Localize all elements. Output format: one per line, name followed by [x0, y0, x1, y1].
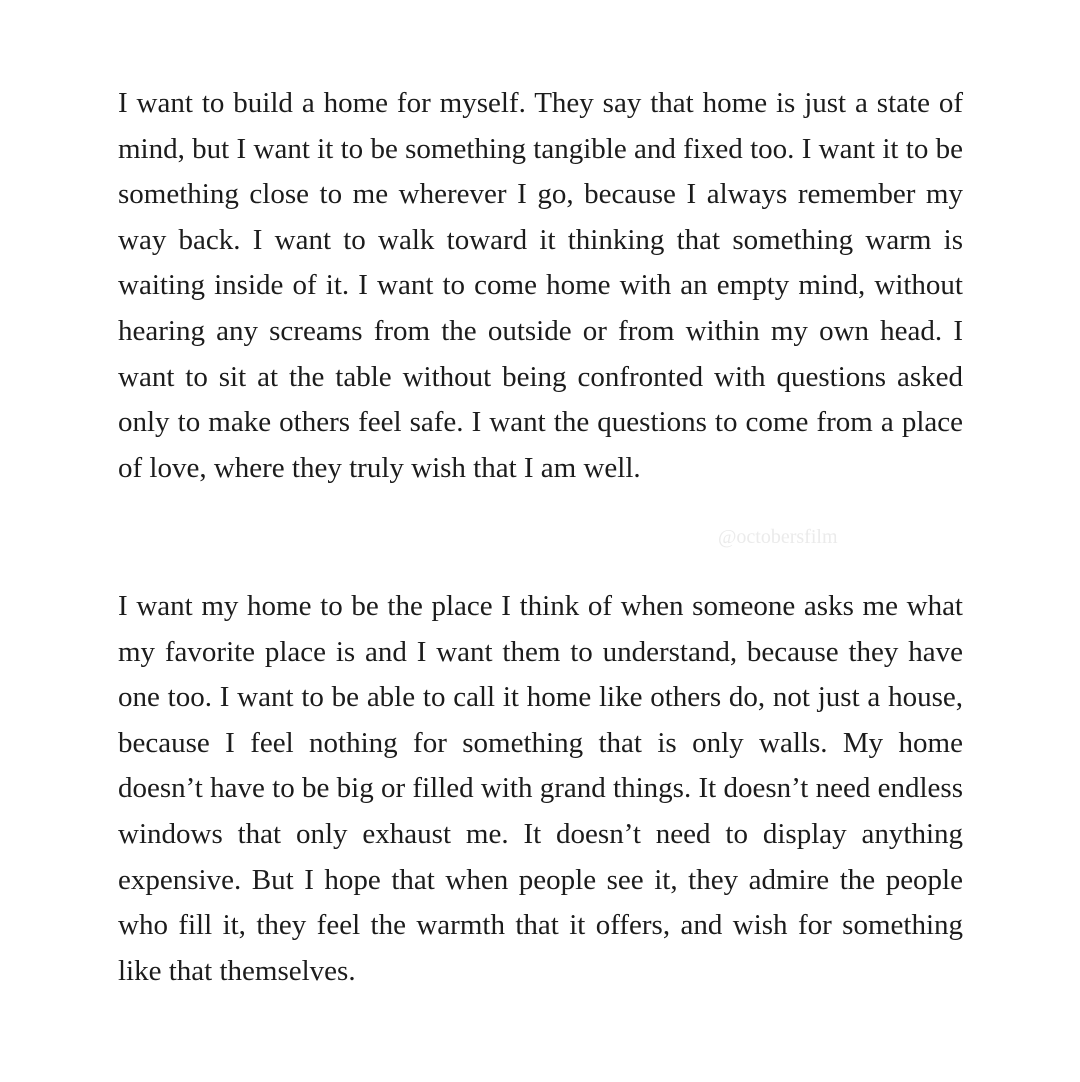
paragraph-1: I want to build a home for myself. They say that home is just a state of mind, but I want it to be something tangible and fixed too. I want it to be something close to me wherever I go, because I always remember my way back. I want to walk toward it thinking that something warm is waiting inside of it. I want to come home with an empty mind, without hearing any screams from the outside or from within my own head. I want to sit at the table without being confronted with questions asked only to make others feel safe. I want the questions to come from a place of love, where they truly wish that I am well.: [118, 87, 963, 484]
paragraph-2: I want my home to be the place I think of when someone asks me what my favorite place is and I want them to understand, because they have one too. I want to be able to call it home like others do, not just a house, because I feel nothing for something that is only walls. My home doesn’t have to be big or filled with grand things. It doesn’t need endless windows that only exhaust me. It doesn’t need to display anything expensive. But I hope that when people see it, they admire the people who fill it, they feel the warmth that it offers, and wish for something like that themselves.: [118, 590, 963, 987]
watermark-handle: @octobersfilm: [718, 526, 838, 548]
